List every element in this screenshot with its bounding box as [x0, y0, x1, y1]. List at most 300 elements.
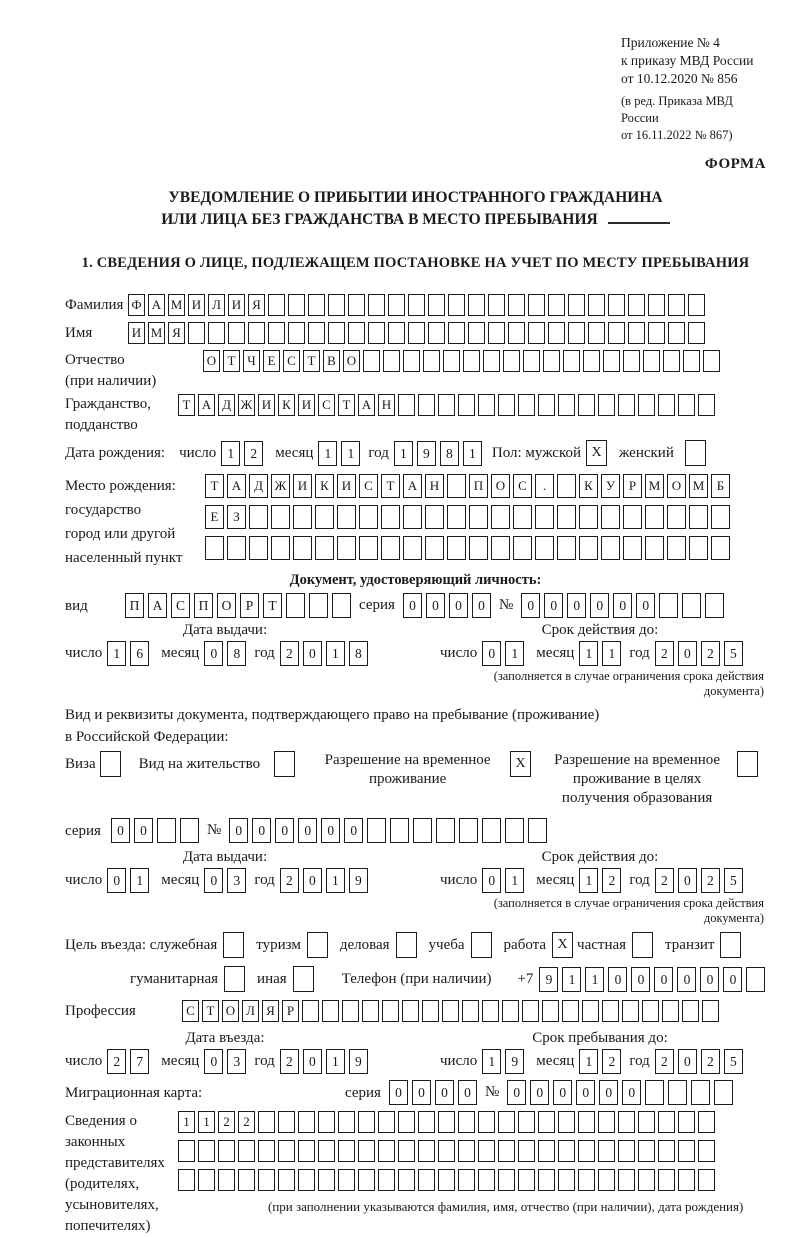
char-cell[interactable] [667, 505, 686, 529]
char-cell[interactable] [628, 322, 645, 344]
char-cell[interactable] [698, 394, 715, 416]
char-cell[interactable]: Ч [243, 350, 260, 372]
char-cell[interactable] [618, 1111, 635, 1133]
char-cell[interactable] [503, 350, 520, 372]
char-cell[interactable]: 0 [613, 593, 632, 618]
char-cell[interactable] [348, 294, 365, 316]
char-cell[interactable]: Р [282, 1000, 299, 1022]
char-cell[interactable]: Л [242, 1000, 259, 1022]
char-cell[interactable]: М [645, 474, 664, 498]
char-cell[interactable] [538, 1169, 555, 1191]
char-cell[interactable] [645, 505, 664, 529]
char-cell[interactable]: 9 [505, 1049, 524, 1074]
char-cell[interactable] [180, 818, 199, 843]
char-cell[interactable] [378, 1140, 395, 1162]
char-cell[interactable]: 0 [426, 593, 445, 618]
char-cell[interactable] [582, 1000, 599, 1022]
char-cell[interactable] [513, 536, 532, 560]
char-cell[interactable]: 2 [602, 868, 621, 893]
char-cell[interactable] [358, 1140, 375, 1162]
char-cell[interactable]: 0 [107, 868, 126, 893]
char-cell[interactable] [528, 322, 545, 344]
char-cell[interactable]: 0 [482, 641, 501, 666]
char-cell[interactable] [271, 536, 290, 560]
char-cell[interactable] [468, 294, 485, 316]
char-cell[interactable]: С [182, 1000, 199, 1022]
char-cell[interactable]: С [171, 593, 190, 618]
char-cell[interactable] [258, 1169, 275, 1191]
char-cell[interactable] [378, 1169, 395, 1191]
char-cell[interactable] [381, 536, 400, 560]
char-cell[interactable] [659, 593, 678, 618]
char-cell[interactable] [557, 505, 576, 529]
char-cell[interactable]: К [315, 474, 334, 498]
char-cell[interactable]: 0 [507, 1080, 526, 1105]
char-cell[interactable] [482, 818, 501, 843]
char-cell[interactable] [388, 322, 405, 344]
char-cell[interactable] [315, 536, 334, 560]
char-cell[interactable]: 0 [631, 967, 650, 992]
char-cell[interactable]: 1 [326, 1049, 345, 1074]
char-cell[interactable]: 0 [275, 818, 294, 843]
char-cell[interactable] [337, 505, 356, 529]
char-cell[interactable] [542, 1000, 559, 1022]
char-cell[interactable] [588, 322, 605, 344]
char-cell[interactable] [358, 1111, 375, 1133]
char-cell[interactable]: 2 [602, 1049, 621, 1074]
char-cell[interactable]: И [128, 322, 145, 344]
char-cell[interactable]: 1 [505, 868, 524, 893]
char-cell[interactable] [288, 294, 305, 316]
char-cell[interactable] [448, 294, 465, 316]
char-cell[interactable] [463, 350, 480, 372]
char-cell[interactable] [598, 1169, 615, 1191]
char-cell[interactable]: 2 [218, 1111, 235, 1133]
char-cell[interactable] [632, 932, 653, 958]
char-cell[interactable] [224, 966, 245, 992]
char-cell[interactable] [278, 1140, 295, 1162]
char-cell[interactable]: 0 [677, 967, 696, 992]
char-cell[interactable]: 8 [440, 441, 459, 466]
char-cell[interactable]: С [359, 474, 378, 498]
char-cell[interactable]: О [491, 474, 510, 498]
char-cell[interactable]: 1 [562, 967, 581, 992]
char-cell[interactable] [188, 322, 205, 344]
char-cell[interactable] [368, 294, 385, 316]
char-cell[interactable] [698, 1140, 715, 1162]
char-cell[interactable]: А [358, 394, 375, 416]
char-cell[interactable] [658, 1111, 675, 1133]
char-cell[interactable] [218, 1140, 235, 1162]
char-cell[interactable]: 1 [341, 441, 360, 466]
char-cell[interactable] [359, 536, 378, 560]
char-cell[interactable] [518, 394, 535, 416]
char-cell[interactable]: Д [249, 474, 268, 498]
char-cell[interactable]: 2 [107, 1049, 126, 1074]
char-cell[interactable] [685, 440, 706, 466]
char-cell[interactable] [271, 505, 290, 529]
char-cell[interactable]: А [198, 394, 215, 416]
char-cell[interactable] [447, 474, 466, 498]
char-cell[interactable] [478, 1111, 495, 1133]
char-cell[interactable]: Т [263, 593, 282, 618]
char-cell[interactable]: 2 [280, 641, 299, 666]
char-cell[interactable] [332, 593, 351, 618]
char-cell[interactable]: 0 [252, 818, 271, 843]
char-cell[interactable] [623, 350, 640, 372]
char-cell[interactable]: 0 [599, 1080, 618, 1105]
char-cell[interactable] [378, 1111, 395, 1133]
char-cell[interactable] [645, 1080, 664, 1105]
char-cell[interactable] [568, 294, 585, 316]
char-cell[interactable]: 1 [585, 967, 604, 992]
char-cell[interactable] [298, 1140, 315, 1162]
char-cell[interactable] [668, 322, 685, 344]
char-cell[interactable]: 0 [553, 1080, 572, 1105]
char-cell[interactable] [442, 1000, 459, 1022]
char-cell[interactable]: 9 [349, 1049, 368, 1074]
char-cell[interactable]: 1 [482, 1049, 501, 1074]
char-cell[interactable]: К [278, 394, 295, 416]
char-cell[interactable] [227, 536, 246, 560]
char-cell[interactable] [381, 505, 400, 529]
char-cell[interactable] [711, 536, 730, 560]
char-cell[interactable] [258, 1111, 275, 1133]
char-cell[interactable] [558, 394, 575, 416]
char-cell[interactable]: 0 [229, 818, 248, 843]
char-cell[interactable] [478, 394, 495, 416]
char-cell[interactable]: 1 [178, 1111, 195, 1133]
char-cell[interactable] [689, 505, 708, 529]
char-cell[interactable] [278, 1111, 295, 1133]
char-cell[interactable]: 2 [701, 1049, 720, 1074]
char-cell[interactable] [468, 322, 485, 344]
char-cell[interactable] [557, 536, 576, 560]
char-cell[interactable] [403, 505, 422, 529]
char-cell[interactable]: 1 [463, 441, 482, 466]
char-cell[interactable]: Т [303, 350, 320, 372]
char-cell[interactable]: 5 [724, 1049, 743, 1074]
char-cell[interactable] [382, 1000, 399, 1022]
char-cell[interactable] [458, 1140, 475, 1162]
char-cell[interactable] [315, 505, 334, 529]
char-cell[interactable] [443, 350, 460, 372]
char-cell[interactable] [309, 593, 328, 618]
char-cell[interactable] [342, 1000, 359, 1022]
char-cell[interactable]: 0 [298, 818, 317, 843]
char-cell[interactable] [678, 1140, 695, 1162]
char-cell[interactable] [598, 1140, 615, 1162]
char-cell[interactable] [471, 932, 492, 958]
char-cell[interactable] [478, 1169, 495, 1191]
char-cell[interactable] [367, 818, 386, 843]
char-cell[interactable]: 2 [238, 1111, 255, 1133]
char-cell[interactable] [579, 536, 598, 560]
char-cell[interactable] [491, 536, 510, 560]
char-cell[interactable]: 2 [280, 868, 299, 893]
char-cell[interactable] [198, 1140, 215, 1162]
char-cell[interactable] [478, 1140, 495, 1162]
char-cell[interactable] [488, 294, 505, 316]
char-cell[interactable] [447, 505, 466, 529]
char-cell[interactable] [522, 1000, 539, 1022]
char-cell[interactable] [662, 1000, 679, 1022]
char-cell[interactable] [622, 1000, 639, 1022]
char-cell[interactable]: 8 [227, 641, 246, 666]
char-cell[interactable]: Е [205, 505, 224, 529]
char-cell[interactable] [602, 1000, 619, 1022]
char-cell[interactable]: Ж [271, 474, 290, 498]
char-cell[interactable] [682, 593, 701, 618]
char-cell[interactable]: А [148, 593, 167, 618]
char-cell[interactable] [628, 294, 645, 316]
char-cell[interactable] [746, 967, 765, 992]
char-cell[interactable]: 0 [134, 818, 153, 843]
char-cell[interactable]: 0 [321, 818, 340, 843]
char-cell[interactable]: Ж [238, 394, 255, 416]
char-cell[interactable] [643, 350, 660, 372]
char-cell[interactable]: 0 [544, 593, 563, 618]
char-cell[interactable] [307, 932, 328, 958]
char-cell[interactable] [698, 1169, 715, 1191]
char-cell[interactable] [648, 294, 665, 316]
char-cell[interactable] [668, 294, 685, 316]
char-cell[interactable] [418, 1169, 435, 1191]
char-cell[interactable] [362, 1000, 379, 1022]
char-cell[interactable]: И [293, 474, 312, 498]
char-cell[interactable] [691, 1080, 710, 1105]
char-cell[interactable] [658, 394, 675, 416]
char-cell[interactable]: Я [248, 294, 265, 316]
char-cell[interactable]: 0 [521, 593, 540, 618]
char-cell[interactable]: 2 [280, 1049, 299, 1074]
char-cell[interactable]: Ф [128, 294, 145, 316]
char-cell[interactable] [663, 350, 680, 372]
char-cell[interactable]: 3 [227, 868, 246, 893]
char-cell[interactable] [558, 1169, 575, 1191]
char-cell[interactable]: 0 [654, 967, 673, 992]
char-cell[interactable]: 2 [655, 641, 674, 666]
char-cell[interactable] [538, 1111, 555, 1133]
char-cell[interactable] [298, 1111, 315, 1133]
char-cell[interactable] [535, 536, 554, 560]
char-cell[interactable]: 1 [579, 1049, 598, 1074]
char-cell[interactable] [528, 294, 545, 316]
char-cell[interactable] [396, 932, 417, 958]
char-cell[interactable] [318, 1169, 335, 1191]
char-cell[interactable]: 0 [303, 868, 322, 893]
char-cell[interactable]: 0 [449, 593, 468, 618]
char-cell[interactable] [258, 1140, 275, 1162]
char-cell[interactable] [248, 322, 265, 344]
char-cell[interactable] [483, 350, 500, 372]
char-cell[interactable] [308, 322, 325, 344]
char-cell[interactable]: 2 [701, 868, 720, 893]
char-cell[interactable] [737, 751, 758, 777]
char-cell[interactable] [678, 394, 695, 416]
char-cell[interactable]: X [552, 932, 573, 958]
char-cell[interactable] [548, 294, 565, 316]
char-cell[interactable] [249, 536, 268, 560]
char-cell[interactable] [403, 350, 420, 372]
char-cell[interactable]: 1 [326, 868, 345, 893]
char-cell[interactable] [558, 1111, 575, 1133]
char-cell[interactable]: 0 [111, 818, 130, 843]
char-cell[interactable] [711, 505, 730, 529]
char-cell[interactable] [268, 294, 285, 316]
char-cell[interactable] [603, 350, 620, 372]
char-cell[interactable] [668, 1080, 687, 1105]
char-cell[interactable]: И [258, 394, 275, 416]
char-cell[interactable] [698, 1111, 715, 1133]
char-cell[interactable] [638, 1169, 655, 1191]
char-cell[interactable] [642, 1000, 659, 1022]
char-cell[interactable]: 0 [412, 1080, 431, 1105]
char-cell[interactable] [458, 394, 475, 416]
char-cell[interactable]: Р [623, 474, 642, 498]
char-cell[interactable] [418, 1111, 435, 1133]
char-cell[interactable]: X [586, 440, 607, 466]
char-cell[interactable] [157, 818, 176, 843]
char-cell[interactable] [688, 322, 705, 344]
char-cell[interactable]: 0 [303, 1049, 322, 1074]
char-cell[interactable] [278, 1169, 295, 1191]
char-cell[interactable]: 1 [394, 441, 413, 466]
char-cell[interactable]: X [510, 751, 531, 777]
char-cell[interactable] [337, 536, 356, 560]
char-cell[interactable] [398, 1111, 415, 1133]
char-cell[interactable] [448, 322, 465, 344]
char-cell[interactable]: 0 [482, 868, 501, 893]
char-cell[interactable] [548, 322, 565, 344]
char-cell[interactable] [422, 1000, 439, 1022]
char-cell[interactable]: И [228, 294, 245, 316]
char-cell[interactable]: 0 [678, 641, 697, 666]
char-cell[interactable] [558, 1140, 575, 1162]
char-cell[interactable]: У [601, 474, 620, 498]
char-cell[interactable]: 5 [724, 641, 743, 666]
char-cell[interactable] [562, 1000, 579, 1022]
char-cell[interactable] [518, 1169, 535, 1191]
char-cell[interactable] [702, 1000, 719, 1022]
char-cell[interactable] [705, 593, 724, 618]
char-cell[interactable] [598, 1111, 615, 1133]
char-cell[interactable] [505, 818, 524, 843]
char-cell[interactable] [469, 505, 488, 529]
char-cell[interactable] [689, 536, 708, 560]
char-cell[interactable]: 0 [389, 1080, 408, 1105]
char-cell[interactable] [703, 350, 720, 372]
char-cell[interactable] [328, 322, 345, 344]
char-cell[interactable]: 0 [567, 593, 586, 618]
char-cell[interactable] [228, 322, 245, 344]
char-cell[interactable] [658, 1140, 675, 1162]
char-cell[interactable]: 2 [701, 641, 720, 666]
char-cell[interactable] [598, 394, 615, 416]
char-cell[interactable] [223, 932, 244, 958]
char-cell[interactable]: С [318, 394, 335, 416]
char-cell[interactable]: 0 [678, 868, 697, 893]
char-cell[interactable] [498, 1140, 515, 1162]
char-cell[interactable] [308, 294, 325, 316]
char-cell[interactable]: 0 [636, 593, 655, 618]
char-cell[interactable]: 0 [204, 868, 223, 893]
char-cell[interactable] [438, 1111, 455, 1133]
char-cell[interactable] [218, 1169, 235, 1191]
char-cell[interactable] [563, 350, 580, 372]
char-cell[interactable] [398, 1169, 415, 1191]
char-cell[interactable] [720, 932, 741, 958]
char-cell[interactable]: О [343, 350, 360, 372]
char-cell[interactable]: 9 [539, 967, 558, 992]
char-cell[interactable] [423, 350, 440, 372]
char-cell[interactable]: 1 [505, 641, 524, 666]
char-cell[interactable] [398, 394, 415, 416]
char-cell[interactable]: 0 [608, 967, 627, 992]
char-cell[interactable]: 0 [530, 1080, 549, 1105]
char-cell[interactable]: 0 [204, 1049, 223, 1074]
char-cell[interactable] [328, 294, 345, 316]
char-cell[interactable] [578, 1169, 595, 1191]
char-cell[interactable]: П [469, 474, 488, 498]
char-cell[interactable]: 0 [458, 1080, 477, 1105]
char-cell[interactable] [293, 536, 312, 560]
char-cell[interactable] [408, 322, 425, 344]
char-cell[interactable] [491, 505, 510, 529]
char-cell[interactable] [523, 350, 540, 372]
char-cell[interactable] [535, 505, 554, 529]
char-cell[interactable]: 3 [227, 1049, 246, 1074]
char-cell[interactable] [502, 1000, 519, 1022]
char-cell[interactable]: 1 [602, 641, 621, 666]
char-cell[interactable]: В [323, 350, 340, 372]
char-cell[interactable]: И [298, 394, 315, 416]
char-cell[interactable] [557, 474, 576, 498]
char-cell[interactable]: 1 [107, 641, 126, 666]
char-cell[interactable] [568, 322, 585, 344]
char-cell[interactable] [513, 505, 532, 529]
char-cell[interactable]: 6 [130, 641, 149, 666]
char-cell[interactable] [578, 394, 595, 416]
char-cell[interactable]: 2 [655, 1049, 674, 1074]
char-cell[interactable]: 2 [244, 441, 263, 466]
char-cell[interactable] [482, 1000, 499, 1022]
char-cell[interactable]: Т [178, 394, 195, 416]
char-cell[interactable] [682, 1000, 699, 1022]
char-cell[interactable]: Я [168, 322, 185, 344]
char-cell[interactable] [398, 1140, 415, 1162]
char-cell[interactable]: И [337, 474, 356, 498]
char-cell[interactable] [205, 536, 224, 560]
char-cell[interactable] [648, 322, 665, 344]
char-cell[interactable]: 0 [435, 1080, 454, 1105]
char-cell[interactable] [618, 394, 635, 416]
char-cell[interactable] [462, 1000, 479, 1022]
char-cell[interactable] [348, 322, 365, 344]
char-cell[interactable] [618, 1140, 635, 1162]
char-cell[interactable] [459, 818, 478, 843]
char-cell[interactable]: Т [202, 1000, 219, 1022]
char-cell[interactable] [688, 294, 705, 316]
char-cell[interactable] [198, 1169, 215, 1191]
char-cell[interactable] [498, 1111, 515, 1133]
char-cell[interactable] [518, 1140, 535, 1162]
char-cell[interactable]: 0 [723, 967, 742, 992]
char-cell[interactable]: О [667, 474, 686, 498]
char-cell[interactable]: О [222, 1000, 239, 1022]
char-cell[interactable]: 2 [655, 868, 674, 893]
char-cell[interactable] [268, 322, 285, 344]
